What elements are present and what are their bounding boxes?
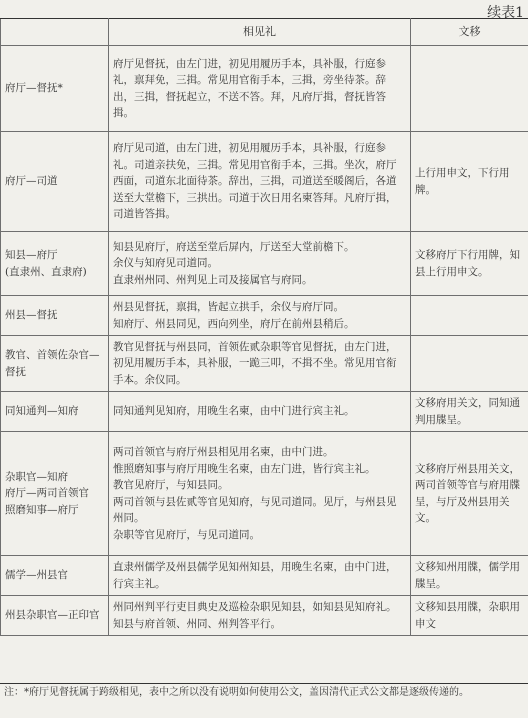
etiquette-cell-line: 教官见府厅，与知县同。 bbox=[113, 479, 229, 491]
etiquette-cell-line: 两司首领官与府厅州县相见用名柬，由中门进。 bbox=[113, 446, 334, 458]
etiquette-cell-line: 同知通判见知府，用晚生名柬，由中门进行宾主礼。 bbox=[113, 405, 355, 418]
etiquette-cell bbox=[109, 392, 411, 432]
category-cell-line: 杂职官—知府 bbox=[5, 470, 68, 483]
documents-cell bbox=[411, 132, 528, 232]
category-cell bbox=[1, 296, 109, 336]
documents-cell bbox=[411, 46, 528, 132]
documents-cell bbox=[411, 392, 528, 432]
category-cell-line: 儒学—州县官 bbox=[5, 569, 68, 582]
etiquette-cell-line: 州同州判平行吏目典史及巡检杂职见知县，如知县见知府礼。知县与府首领、州同、州判答平行。 bbox=[113, 601, 397, 630]
etiquette-cell bbox=[109, 132, 411, 232]
etiquette-cell-line: 知府厅、州县同见，西向列坐，府厅在前州县稍后。 bbox=[113, 317, 355, 330]
etiquette-cell-line: 直隶州儒学及州县儒学见知州知县，用晚生名柬，由中门进，行宾主礼。 bbox=[113, 561, 397, 590]
category-cell bbox=[1, 336, 109, 392]
etiquette-cell bbox=[109, 296, 411, 336]
etiquette-cell bbox=[109, 556, 411, 596]
header-cell-etiquette: 相见礼 bbox=[109, 19, 411, 46]
table-row bbox=[1, 232, 528, 296]
documents-cell-line: 文移府厅州县用关文，两司首领等官与府用牒呈，与厅及州县用关文。 bbox=[415, 462, 520, 524]
etiquette-cell bbox=[109, 596, 411, 636]
etiquette-cell bbox=[109, 46, 411, 132]
etiquette-cell bbox=[109, 432, 411, 556]
category-cell bbox=[1, 132, 109, 232]
etiquette-cell-line: 杂职等官见府厅，与见司道同。 bbox=[113, 528, 260, 541]
table-row bbox=[1, 556, 528, 596]
documents-cell-line: 文移知县用牒，杂职用申文 bbox=[415, 601, 520, 630]
category-cell bbox=[1, 596, 109, 636]
etiquette-cell-line: 余仪与知府见司道同。 bbox=[113, 257, 218, 270]
documents-cell bbox=[411, 336, 528, 392]
etiquette-cell-line: 两司首领与县佐贰等官见知府，与见司道同。见厅，与州县见州同。 bbox=[113, 495, 397, 524]
category-cell-line: 府厅—司道 bbox=[5, 175, 58, 188]
header-cell-category bbox=[1, 19, 109, 46]
table-row bbox=[1, 392, 528, 432]
documents-cell-line: 文移知州用牒，儒学用牒呈。 bbox=[415, 561, 520, 590]
documents-cell-line: 文移府厅下行用牌，知县上行用申文。 bbox=[415, 249, 520, 278]
table-row bbox=[1, 596, 528, 636]
documents-cell bbox=[411, 296, 528, 336]
category-cell-line: 照磨知事—府厅 bbox=[5, 503, 79, 516]
etiquette-cell-line: 惟照磨知事与府厅用晚生名柬，由左门进，皆行宾主礼。 bbox=[113, 462, 376, 475]
etiquette-cell-line: 州县见督抚，禀揖，皆起立拱手，余仪与府厅同。 bbox=[113, 301, 344, 313]
etiquette-cell bbox=[109, 336, 411, 392]
table-header-row bbox=[1, 19, 528, 46]
category-cell bbox=[1, 46, 109, 132]
category-cell-line: 府厅—督抚* bbox=[5, 82, 63, 95]
etiquette-table bbox=[0, 18, 528, 636]
footnote: 注：*府厅见督抚属于跨级相见，表中之所以没有说明如何使用公文，盖因清代正式公文都是逐级传递的。 bbox=[4, 687, 469, 698]
table-row bbox=[1, 132, 528, 232]
header-cell-documents: 文移 bbox=[411, 19, 528, 46]
category-cell-line: (直隶州、直隶府) bbox=[5, 265, 87, 278]
etiquette-cell-line: 知县见府厅，府送至堂后屏内，厅送至大堂前檐下。 bbox=[113, 240, 355, 253]
table-row bbox=[1, 432, 528, 556]
table-row bbox=[1, 46, 528, 132]
etiquette-cell-line: 教官见督抚与州县同，首领佐贰杂职等官见督抚，由左门进，初见用履历手本，具补服，一跪三叩，不揖不坐。常见用官衔手本。余仪同。 bbox=[113, 340, 397, 386]
table-caption: 续表1 bbox=[487, 5, 524, 21]
documents-cell-line: 上行用申文，下行用牌。 bbox=[415, 167, 510, 196]
category-cell bbox=[1, 556, 109, 596]
table-body bbox=[1, 46, 528, 636]
documents-cell bbox=[411, 596, 528, 636]
documents-cell bbox=[411, 232, 528, 296]
category-cell-line: 教官、首领佐杂官—督抚 bbox=[5, 349, 100, 378]
etiquette-cell bbox=[109, 232, 411, 296]
category-cell-line: 知县—府厅 bbox=[5, 249, 58, 261]
category-cell bbox=[1, 392, 109, 432]
bottom-rule bbox=[0, 683, 528, 684]
category-cell-line: 同知通判—知府 bbox=[5, 405, 79, 418]
category-cell-line: 州县杂职官—正印官 bbox=[5, 609, 100, 622]
documents-cell bbox=[411, 556, 528, 596]
etiquette-cell-line: 直隶州州同、州判见上司及接属官与府同。 bbox=[113, 273, 313, 286]
table-row bbox=[1, 296, 528, 336]
category-cell-line: 州县—督抚 bbox=[5, 309, 58, 322]
table-row bbox=[1, 336, 528, 392]
documents-cell bbox=[411, 432, 528, 556]
category-cell bbox=[1, 432, 109, 556]
category-cell bbox=[1, 232, 109, 296]
etiquette-cell-line: 府厅见司道，由左门进，初见用履历手本，具补服，行庭参礼。司道亲扶免，三揖。常见用官衔手本，三揖。坐次，府厅西面，司道东北面待茶。辞出，三揖，司道送至暖阁后，各道送至大堂檐下，三拱出。司道于次日用名柬答拜。凡府厅揖，司道皆答揖。 bbox=[113, 142, 397, 221]
etiquette-cell-line: 府厅见督抚，由左门进，初见用履历手本，具补服，行庭参礼，禀拜免，三揖。常见用官衔手本，三揖，旁坐待茶。辞出，三揖，督抚起立，不送不答。拜，凡府厅揖，督抚皆答揖。 bbox=[113, 57, 386, 119]
documents-cell-line: 文移府用关文，同知通判用牒呈。 bbox=[415, 397, 520, 426]
category-cell-line: 府厅—两司首领官 bbox=[5, 487, 89, 500]
